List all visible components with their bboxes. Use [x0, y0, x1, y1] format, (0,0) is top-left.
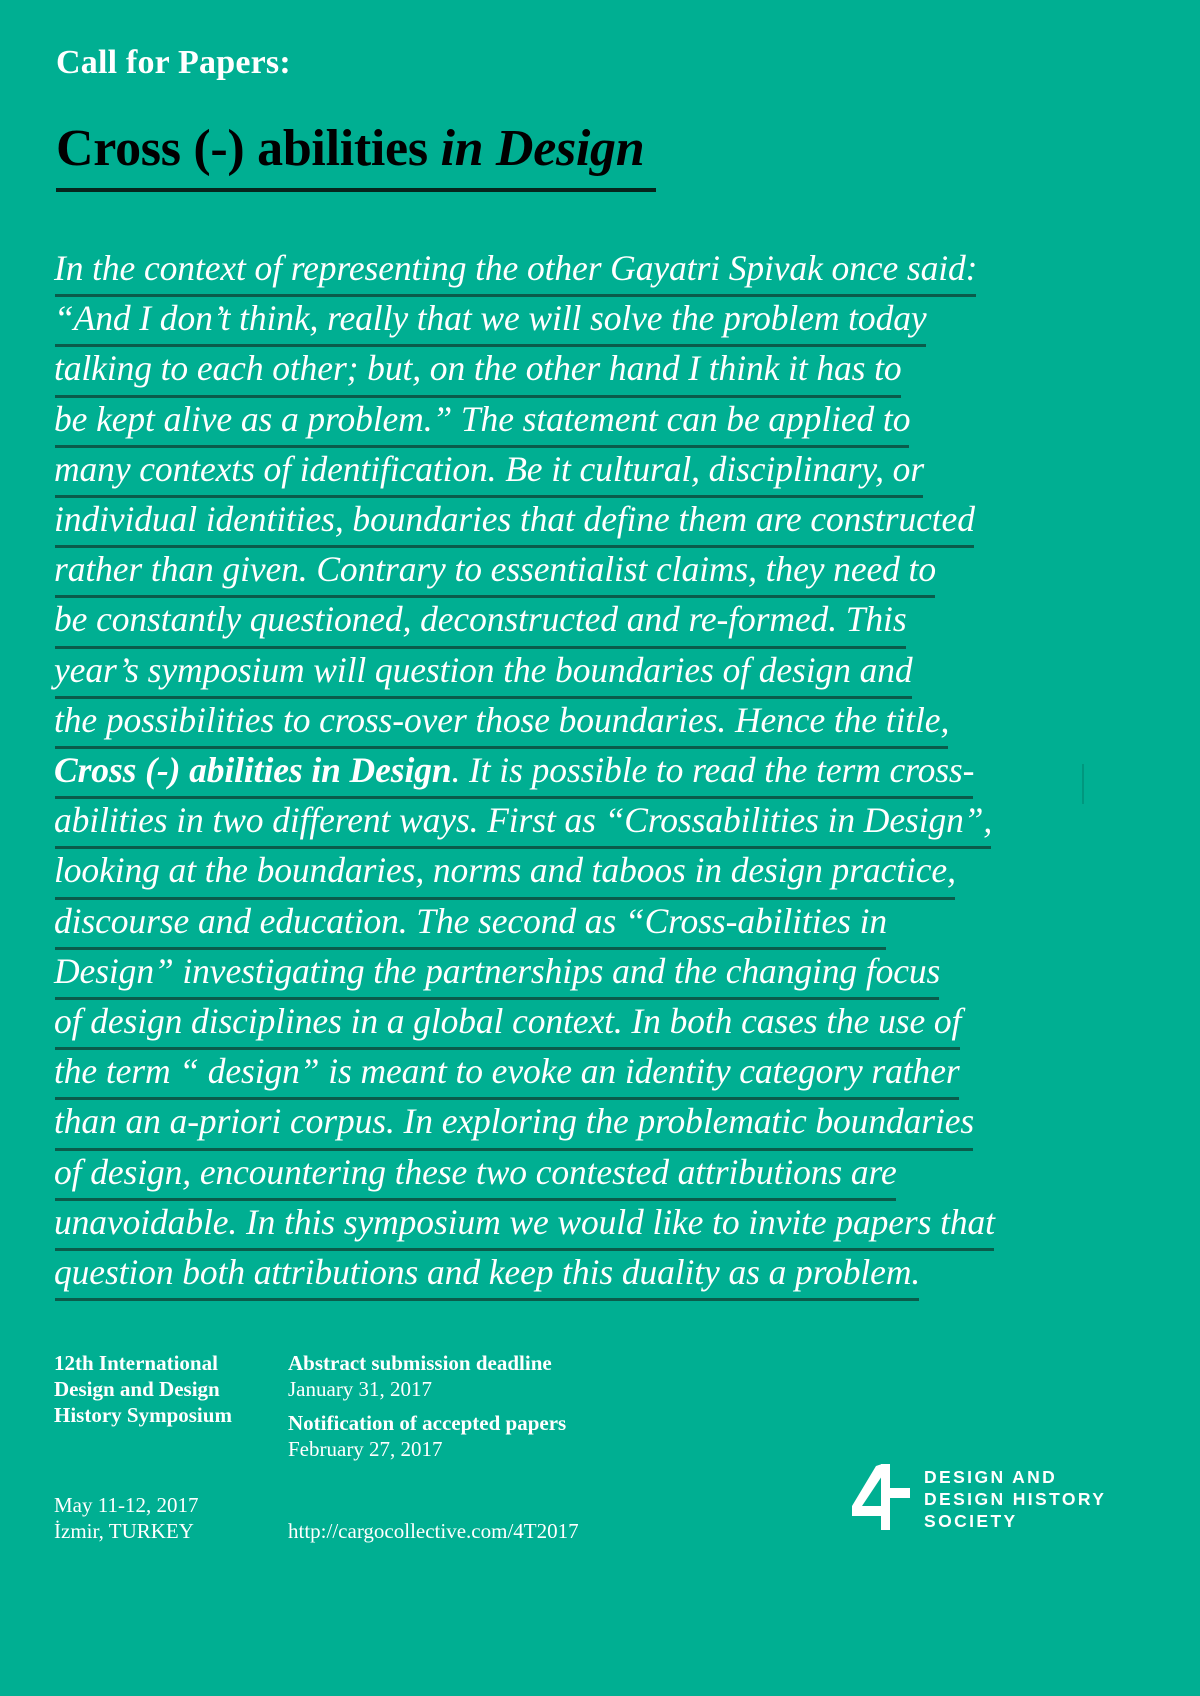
- body-line-text: “And I don’t think, really that we will solve the problem today: [54, 294, 927, 344]
- body-line: [54, 244, 978, 294]
- body-line: [54, 495, 975, 545]
- footer-text-line: Design and Design: [54, 1377, 220, 1401]
- body-line-text: question both attributions and keep this duality as a problem.: [54, 1248, 920, 1298]
- body-line: [54, 545, 966, 595]
- body-line: [54, 897, 966, 947]
- body-line: [54, 796, 993, 846]
- symposium-url[interactable]: http://cargocollective.com/4T2017: [288, 1519, 579, 1543]
- footer-text-line: History Symposium: [54, 1403, 232, 1427]
- body-line-text: be constantly questioned, deconstructed and re-formed. This: [54, 595, 907, 645]
- body-line-text: In the context of representing the other Gayatri Spivak once said:: [54, 244, 977, 294]
- body-line-text: year’s symposium will question the boundaries of design and: [54, 646, 913, 696]
- footer-text-line: May 11-12, 2017: [54, 1493, 199, 1517]
- body-line: [54, 1248, 966, 1298]
- body-line-text: be kept alive as a problem.” The statement can be applied to: [54, 395, 910, 445]
- page-title: [56, 120, 676, 178]
- body-line: [54, 595, 966, 645]
- notification-label: Notification of accepted papers: [288, 1411, 567, 1435]
- body-line-text: discourse and education. The second as “Cross-abilities in: [54, 897, 887, 947]
- logo-line-3: SOCIETY: [924, 1511, 1018, 1531]
- body-line-text: many contexts of identification. Be it cultural, disciplinary, or: [54, 445, 924, 495]
- body-line: [54, 445, 966, 495]
- body-line-text: Cross (-) abilities in Design. It is possible to read the term cross-: [54, 746, 974, 796]
- body-line-text: abilities in two different ways. First as “Crossabilities in Design”,: [54, 796, 992, 846]
- body-line: [54, 746, 975, 796]
- event-date-location: [54, 1492, 198, 1544]
- body-line-text: of design disciplines in a global context. In both cases the use of: [54, 997, 961, 1047]
- body-line-text: unavoidable. In this symposium we would like to invite papers that: [54, 1198, 995, 1248]
- edge-print-mark: [1082, 764, 1084, 804]
- footer-text-line: İzmir, TURKEY: [54, 1519, 194, 1543]
- body-line: [54, 294, 966, 344]
- body-line-text: looking at the boundaries, norms and taboos in design practice,: [54, 846, 956, 896]
- title-main: Cross (-) abilities: [56, 120, 441, 177]
- body-line: [54, 997, 966, 1047]
- body-line-text: than an a-priori corpus. In exploring the problematic boundaries: [54, 1097, 974, 1147]
- title-italic: in Design: [440, 120, 645, 177]
- body-line: [54, 1047, 966, 1097]
- body-line-emphasis: Cross (-) abilities in Design: [54, 750, 452, 791]
- body-line-text: talking to each other; but, on the other hand I think it has to: [54, 344, 902, 394]
- footer-text-line: 12th International: [54, 1351, 218, 1375]
- four-t-monogram-icon: [852, 1462, 910, 1532]
- logo-line-2: DESIGN HISTORY: [924, 1489, 1107, 1509]
- body-paragraph: [54, 244, 995, 1298]
- body-line: [54, 1097, 975, 1147]
- body-line: [54, 646, 966, 696]
- body-line: [54, 395, 966, 445]
- notification-date: February 27, 2017: [288, 1437, 443, 1461]
- body-line: [54, 947, 966, 997]
- poster-title-block: [56, 120, 676, 192]
- organization-name: [54, 1350, 232, 1428]
- body-line-text: rather than given. Contrary to essentialist claims, they need to: [54, 545, 936, 595]
- title-underline-rule: [56, 188, 656, 192]
- body-line-text: of design, encountering these two contested attributions are: [54, 1148, 897, 1198]
- call-for-papers-kicker: Call for Papers:: [56, 44, 291, 81]
- body-line: [54, 846, 966, 896]
- society-logo: [852, 1462, 1106, 1532]
- body-line-text: the possibilities to cross-over those boundaries. Hence the title,: [54, 696, 949, 746]
- body-line: [54, 696, 966, 746]
- abstract-deadline-date: January 31, 2017: [288, 1377, 433, 1401]
- body-line: [54, 344, 966, 394]
- body-line-text: the term “ design” is meant to evoke an identity category rather: [54, 1047, 960, 1097]
- logo-line-1: DESIGN AND: [924, 1467, 1058, 1487]
- society-logo-text: [924, 1462, 1106, 1532]
- body-line: [54, 1198, 995, 1248]
- body-line-text: individual identities, boundaries that define them are constructed: [54, 495, 975, 545]
- body-line: [54, 1148, 966, 1198]
- body-line-text: Design” investigating the partnerships and the changing focus: [54, 947, 940, 997]
- abstract-deadline-label: Abstract submission deadline: [288, 1351, 552, 1375]
